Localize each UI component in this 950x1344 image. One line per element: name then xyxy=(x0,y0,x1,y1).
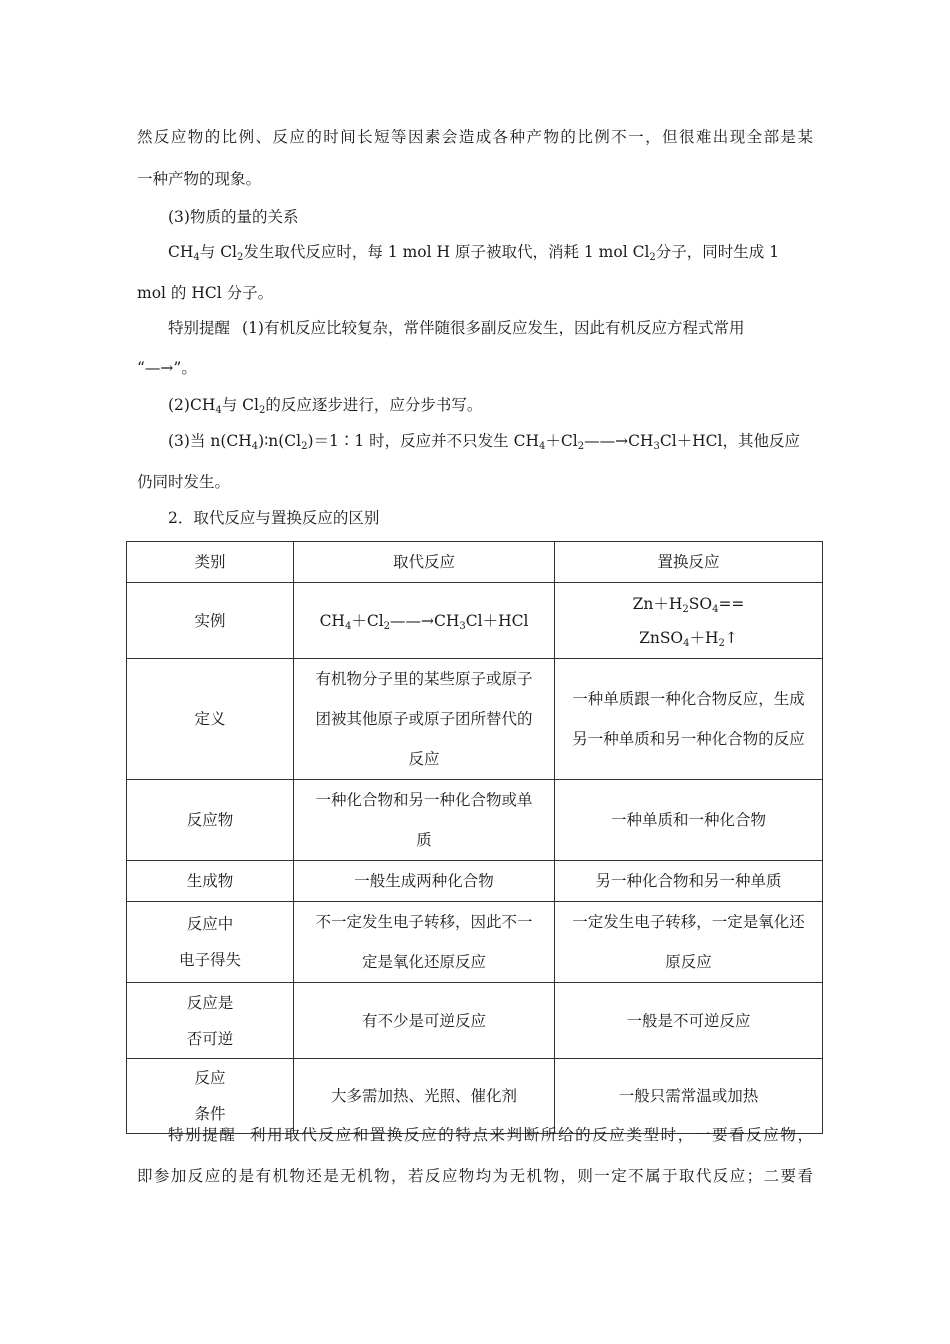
row-label: 反应是 否可逆 xyxy=(127,983,294,1059)
table-row xyxy=(127,902,823,983)
table-cell: 另一种化合物和另一种单质 xyxy=(555,861,823,902)
table-cell: $Zn+H_2SO_4==$ $ZnSO_4+H_2↑$ xyxy=(555,583,823,659)
table-cell: 一般生成两种化合物 xyxy=(294,861,555,902)
table-cell: 大多需加热、光照、催化剂 xyxy=(294,1059,555,1134)
paragraph-line: 仍同时发生。 xyxy=(137,473,231,491)
tip-paragraph: 特别提醒 (1)有机反应比较复杂，常伴随很多副反应发生，因此有机反应方程式常用 xyxy=(168,319,745,337)
paragraph-line: 一种产物的现象。 xyxy=(137,170,262,188)
table-row xyxy=(127,780,823,861)
table-row xyxy=(127,861,823,902)
header-cell: 取代反应 xyxy=(294,542,555,583)
row-label: 反应物 xyxy=(127,780,294,861)
header-cell: 类别 xyxy=(127,542,294,583)
tip-label: 特别提醒 xyxy=(168,319,231,337)
table-cell: 一种化合物和另一种化合物或单 质 xyxy=(294,780,555,861)
row-label: 实例 xyxy=(127,583,294,659)
table-cell: $CH_4+Cl_2——\to CH_3Cl+HCl$ xyxy=(294,583,555,659)
section-heading: (3)物质的量的关系 xyxy=(168,208,299,226)
table-row xyxy=(127,1059,823,1134)
header-cell: 置换反应 xyxy=(555,542,823,583)
tip-label: 特别提醒 xyxy=(168,1126,237,1144)
table-header-row xyxy=(127,542,823,583)
paragraph-line: “—→”。 xyxy=(137,359,197,377)
table-row xyxy=(127,983,823,1059)
table-cell: 有机物分子里的某些原子或原子 团被其他原子或原子团所替代的 反应 xyxy=(294,659,555,780)
table-cell: 一般只需常温或加热 xyxy=(555,1059,823,1134)
table-row xyxy=(127,583,823,659)
paragraph-line: 然反应物的比例、反应的时间长短等因素会造成各种产物的比例不一，但很难出现全部是某 xyxy=(137,128,813,146)
table-cell: 一定发生电子转移，一定是氧化还 原反应 xyxy=(555,902,823,983)
table-cell: 一般是不可逆反应 xyxy=(555,983,823,1059)
paragraph-line: (3)当 $n(CH_4)∶n(Cl_2)=1∶1$ 时，反应并不只发生 $CH_4+Cl_2——\to CH_3Cl+HCl$，其他反应 xyxy=(168,432,800,452)
paragraph-line: 即参加反应的是有机物还是无机物，若反应物均为无机物，则一定不属于取代反应；二要看 xyxy=(137,1167,813,1185)
row-label: 生成物 xyxy=(127,861,294,902)
paragraph-line: $CH_4$与 $Cl_2$发生取代反应时，每 1 mol H 原子被取代，消耗 1 mol $Cl_2$分子，同时生成 1 xyxy=(168,243,780,263)
comparison-table xyxy=(126,541,823,1134)
paragraph-line: $(2)CH_4$与 $Cl_2$的反应逐步进行，应分步书写。 xyxy=(168,396,483,416)
table-cell: 有不少是可逆反应 xyxy=(294,983,555,1059)
paragraph-line: mol 的 HCl 分子。 xyxy=(137,284,274,302)
section-heading: 2．取代反应与置换反应的区别 xyxy=(168,509,380,527)
tip-paragraph: 特别提醒 利用取代反应和置换反应的特点来判断所给的反应类型时，一要看反应物， xyxy=(168,1126,813,1144)
row-label: 反应中 电子得失 xyxy=(127,902,294,983)
row-label: 反应 条件 xyxy=(127,1059,294,1134)
table-cell: 不一定发生电子转移，因此不一 定是氧化还原反应 xyxy=(294,902,555,983)
table-cell: 一种单质跟一种化合物反应，生成 另一种单质和另一种化合物的反应 xyxy=(555,659,823,780)
table-row xyxy=(127,659,823,780)
row-label: 定义 xyxy=(127,659,294,780)
table-cell: 一种单质和一种化合物 xyxy=(555,780,823,861)
